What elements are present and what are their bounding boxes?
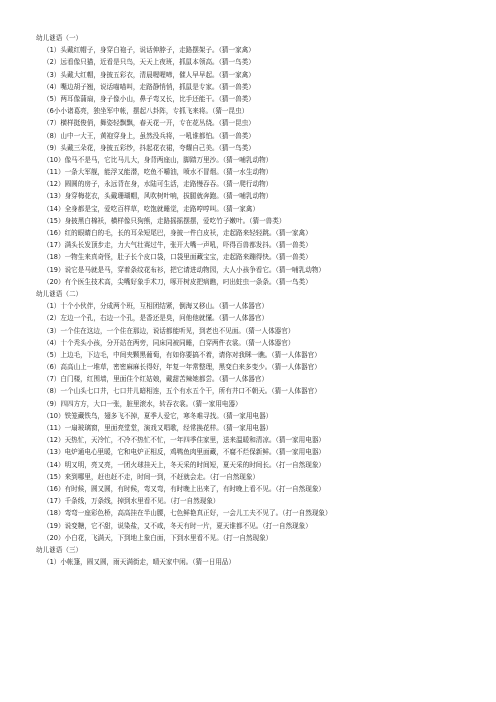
riddle-item: （9）头戴三朵花，身披五彩纱，抖起花衣裙，夸耀自己美。（猜一鸟类） — [43, 143, 255, 152]
riddle-item: （1）小帐篷，圆又圆，雨天满街走，晴天家中闲。（猜一日用品） — [43, 558, 236, 567]
riddle-item: （13）身穿梅花衣，头戴珊瑚帽，风吹树叶响，拔腿就奔跑。（猜一哺乳动物） — [43, 192, 273, 201]
riddle-item: （7）横样挺俊俏，舞姿轻飘飘，春天花一开，专在花丛绕。（猜一昆虫） — [43, 119, 255, 128]
riddle-item: （20）有个医生技术高，尖嘴好象手术刀，啄开树皮把病瞧，叼出蛀虫一条条。（猜一鸟类） — [43, 277, 312, 286]
riddle-item: （7）白门楼，红围墙，里面住个红姑娘，戴甜苦辣她都尝。（猜一人体器官） — [43, 375, 269, 384]
riddle-item: （3）头戴大红帽，身披五彩衣，清晨喔喔啼，催人早早起。（猜一家禽） — [43, 70, 255, 79]
document-body — [36, 32, 476, 568]
riddle-item: （14）明又明，亮又亮，一团火球挂天上，冬天采的时间短，夏天采的时间长。（打一自然现象） — [43, 460, 326, 469]
riddle-item: （2）左边一个孔，右边一个孔，是香还是臭，问他他就懂。（猜一人体器官） — [43, 314, 269, 323]
riddle-item: （17）千条线，万条线，掉到水里看不见。（打一自然现象） — [43, 497, 220, 506]
riddle-item: （11）一条大军舰，能浮又能潜，吃鱼不嚼油，喷水不冒烟。（猜一水生动物） — [43, 168, 273, 177]
riddle-item: （1）十个小伙伴，分成两个班，互相团结紧，倒海又移山。（猜一人体器官） — [43, 302, 269, 311]
riddle-section — [36, 288, 476, 544]
riddle-item: （19）说它是马就是马，穿着条纹花布衫，把它请进动物园，大人小孩争看它。（猜一哺乳动物） — [43, 265, 326, 274]
riddle-item: （15）身披黑白棉袄，横样像只狗熊，走路摇摇摆摆，爱吃竹子嫩叶。（猜一兽类） — [43, 216, 286, 225]
riddle-item: （8）山中一大王，黄袍穿身上，虽然没兵将，一吼谁都怕。（猜一兽类） — [43, 131, 255, 140]
riddle-item: （16）有时候，圆又圆，有时候，弯又弯，有时晚上出来了，有时晚上看不见。（打一自然现象） — [43, 484, 326, 493]
riddle-item: （12）圆圆的房子，永远背在身，水陆可生活，走路慢吞吞。（猜一爬行动物） — [43, 180, 273, 189]
riddle-item: （19）说变糖，它不甜，说染盐，又不咸，冬天有时一片，夏天谁都不见。（打一自然现象） — [43, 521, 312, 530]
riddle-item: （10）铁笼藏铁鸟，翅多飞不掉，夏季人爱它，寒冬难寻找。（猜一家用电器） — [43, 411, 273, 420]
riddle-item: （12）天热忙，天冷忙，不冷不热忙不忙，一年四季住家里，送来温暖和清凉。（猜一家用电器） — [43, 436, 326, 445]
riddle-item: （6）高高山上一堆草，密密麻麻长得好，年复一年常整理，黑变白来多变少。（猜一人体器官） — [43, 363, 321, 372]
riddle-item: （3）一个住在这边，一个住在那边，说话都能听见，到老也不见面。（猜一人体器官） — [43, 326, 295, 335]
riddle-item: （8）一个山头七口井，七口井儿暗相连，五个有水五个干，所有井口不朝天。（猜一人体器官） — [43, 387, 321, 396]
section-title: 幼儿谜语（一） — [36, 34, 83, 42]
riddle-item: （20）小白花，飞满天，下到地上象白面，下到水里看不见。（打一自然现象） — [43, 533, 273, 542]
riddle-item: （9）四四方方，大口一张，脏里滚水，转吞衣裳。（猜一家用电器） — [43, 399, 242, 408]
riddle-item: （17）满头长发顶步走，力大气壮赛过牛，张开大嘴一声吼，吓得百兽都发抖。（猜一兽类） — [43, 241, 312, 250]
riddle-item: （18）一物生来真奇怪，肚子长个皮口袋，口袋里面藏宝宝，走起路来蹦得快。（猜一兽类） — [43, 253, 312, 262]
section-title: 幼儿谜语（二） — [36, 289, 83, 298]
riddle-item: （16）红的眼睛白的毛，长的耳朵短尾巴，身披一件白皮袄，走起路来轻轻跳。（猜一家禽） — [43, 229, 312, 237]
riddle-item: （10）像马不是马，它比马儿大，身背两座山，脚踏万里沙。（猜一哺乳动物） — [43, 155, 273, 164]
riddle-item: （5）两耳像蒲扇，身子像小山，鼻子弯又长，比手还能干。（猜一兽类） — [43, 94, 255, 103]
riddle-item: （13）电炉通电心里暖，它和电炉正相反，鸡鸭鱼肉里面藏，不腐不烂保新鲜。（猜一家用电器） — [43, 448, 326, 457]
riddle-item: （15）来到哪里，赶也赶不走，时间一到，不赶就会走。（打一自然现象） — [43, 472, 260, 481]
riddle-item: （11）一扇玻璃窗，里面亮堂堂，演戏又唱歌，经常换花样。（猜一家用电器） — [43, 424, 273, 432]
riddle-item: （2）远看像只猫，近看是只鸟，天天上夜班，抓鼠本领高。（猜一鸟类） — [43, 58, 255, 67]
riddle-item: （18）弯弯一座彩色桥，高高挂在半山腰，七色鲜艳真正好，一会儿工夫不见了。（打一自然现象） — [43, 509, 332, 518]
riddle-item: （4）十个秃头小孩，分开站在两旁，同床同被同睡，白穿两件衣裳。（猜一人体器官） — [43, 338, 295, 347]
riddle-item: （1）头戴红帽子，身穿白袍子，说话伸脖子，走路摆架子。（猜一家禽） — [43, 46, 255, 55]
riddle-item: （5）上边毛，下边毛，中间夹颗黑葡萄，有如你要搞不着，请你对我眯一瞧。（猜一人体器官） — [43, 350, 321, 359]
riddle-item: （6小小诸葛亮，独坐军中帐，摆起八卦阵，专抓飞来将。（猜一昆虫） — [43, 107, 249, 116]
riddle-item: （14）全身都是宝，爱吃百样草，吃饱就睡觉，走路哼哼叫。（猜一家禽） — [43, 204, 260, 213]
riddle-section — [36, 544, 476, 568]
section-title: 幼儿谜语（三） — [36, 545, 83, 554]
riddle-item: （4）嘴边胡子翘，说话喵喵叫，走路静悄悄，抓鼠是专家。（猜一兽类） — [43, 82, 255, 91]
riddle-section — [36, 32, 476, 288]
